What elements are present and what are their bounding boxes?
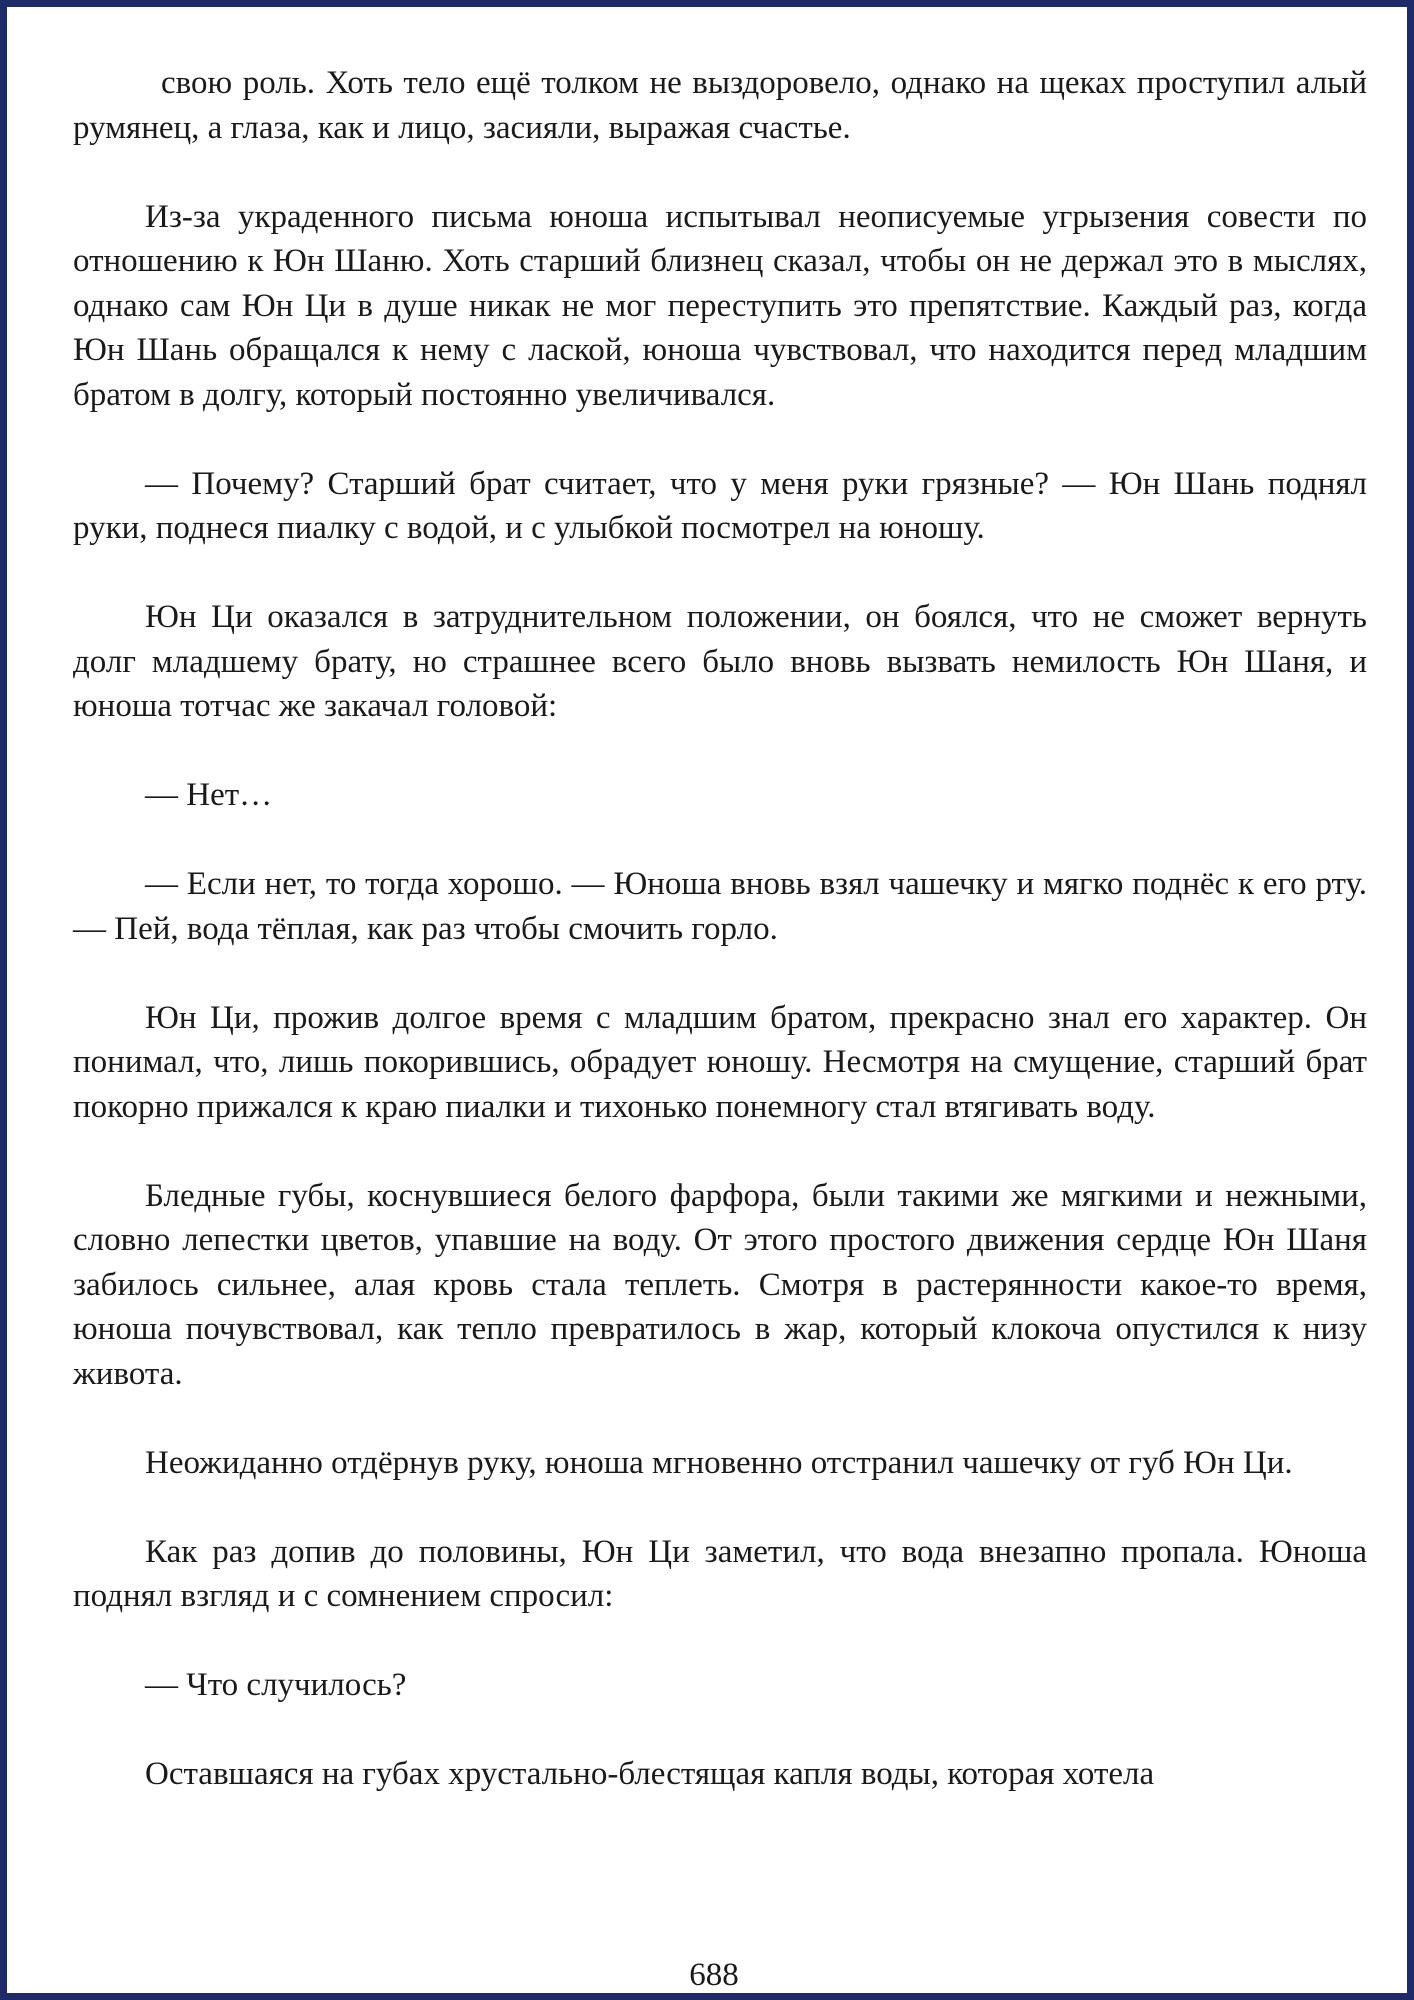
paragraph-9: Неожиданно отдёрнув руку, юноша мгновенно отстранил чашечку от губ Юн Ци. bbox=[145, 1444, 1293, 1481]
paragraph-10: Как раз допив до половины, Юн Ци заметил, что вода внезапно пропала. Юноша поднял взгляд и с сомнением спросил: bbox=[73, 1533, 1367, 1614]
paragraph-5: — Нет… bbox=[145, 777, 273, 813]
paragraph-7: Юн Ци, прожив долгое время с младшим братом, прекрасно знал его характер. Он понимал, что, лишь покорившись, обрадует юношу. Несмотря на смущение, старший брат покорно прижался к краю пиалки и тихонько понемногу стал втягивать воду. bbox=[73, 999, 1367, 1125]
paragraph-12: Оставшаяся на губах хрустально-блестящая капля воды, которая хотела bbox=[145, 1756, 1155, 1792]
paragraph-8: Бледные губы, коснувшиеся белого фарфора, были такими же мягкими и нежными, словно лепестки цветов, упавшие на воду. От этого простого движения сердце Юн Шаня забилось сильнее, алая кровь стала теплеть. Смотря в растерянности какое-то время, юноша почувствовал, как тепло превратилось в жар, который клокоча опустился к низу живота. bbox=[73, 1177, 1367, 1392]
paragraph-3: — Почему? Старший брат считает, что у меня руки грязные? — Юн Шань поднял руки, поднеся пиалку с водой, и с улыбкой посмотрел на юношу. bbox=[73, 465, 1367, 546]
paragraph-2: Из-за украденного письма юноша испытывал неописуемые угрызения совести по отношению к Юн Шаню. Хоть старший близнец сказал, чтобы он не держал это в мыслях, однако сам Юн Ци в душе никак не мог переступить это препятствие. Каждый раз, когда Юн Шань обращался к нему с лаской, юноша чувствовал, что находится перед младшим братом в долгу, который постоянно увеличивался. bbox=[73, 198, 1367, 413]
paragraph-6: — Если нет, то тогда хорошо. — Юноша вновь взял чашечку и мягко поднёс к его рту. — Пей, вода тёплая, как раз чтобы смочить горло. bbox=[73, 866, 1367, 947]
page-number: 688 bbox=[689, 1957, 739, 1993]
page-body-text bbox=[73, 61, 1367, 1841]
paragraph-11: — Что случилось? bbox=[145, 1667, 407, 1703]
paragraph-1: свою роль. Хоть тело ещё толком не выздоровело, однако на щеках проступил алый румянец, а глаза, как и лицо, засияли, выражая счастье. bbox=[73, 65, 1367, 146]
paragraph-4: Юн Ци оказался в затруднительном положении, он боялся, что не сможет вернуть долг младшему брату, но страшнее всего было вновь вызвать немилость Юн Шаня, и юноша тотчас же закачал головой: bbox=[73, 599, 1367, 724]
